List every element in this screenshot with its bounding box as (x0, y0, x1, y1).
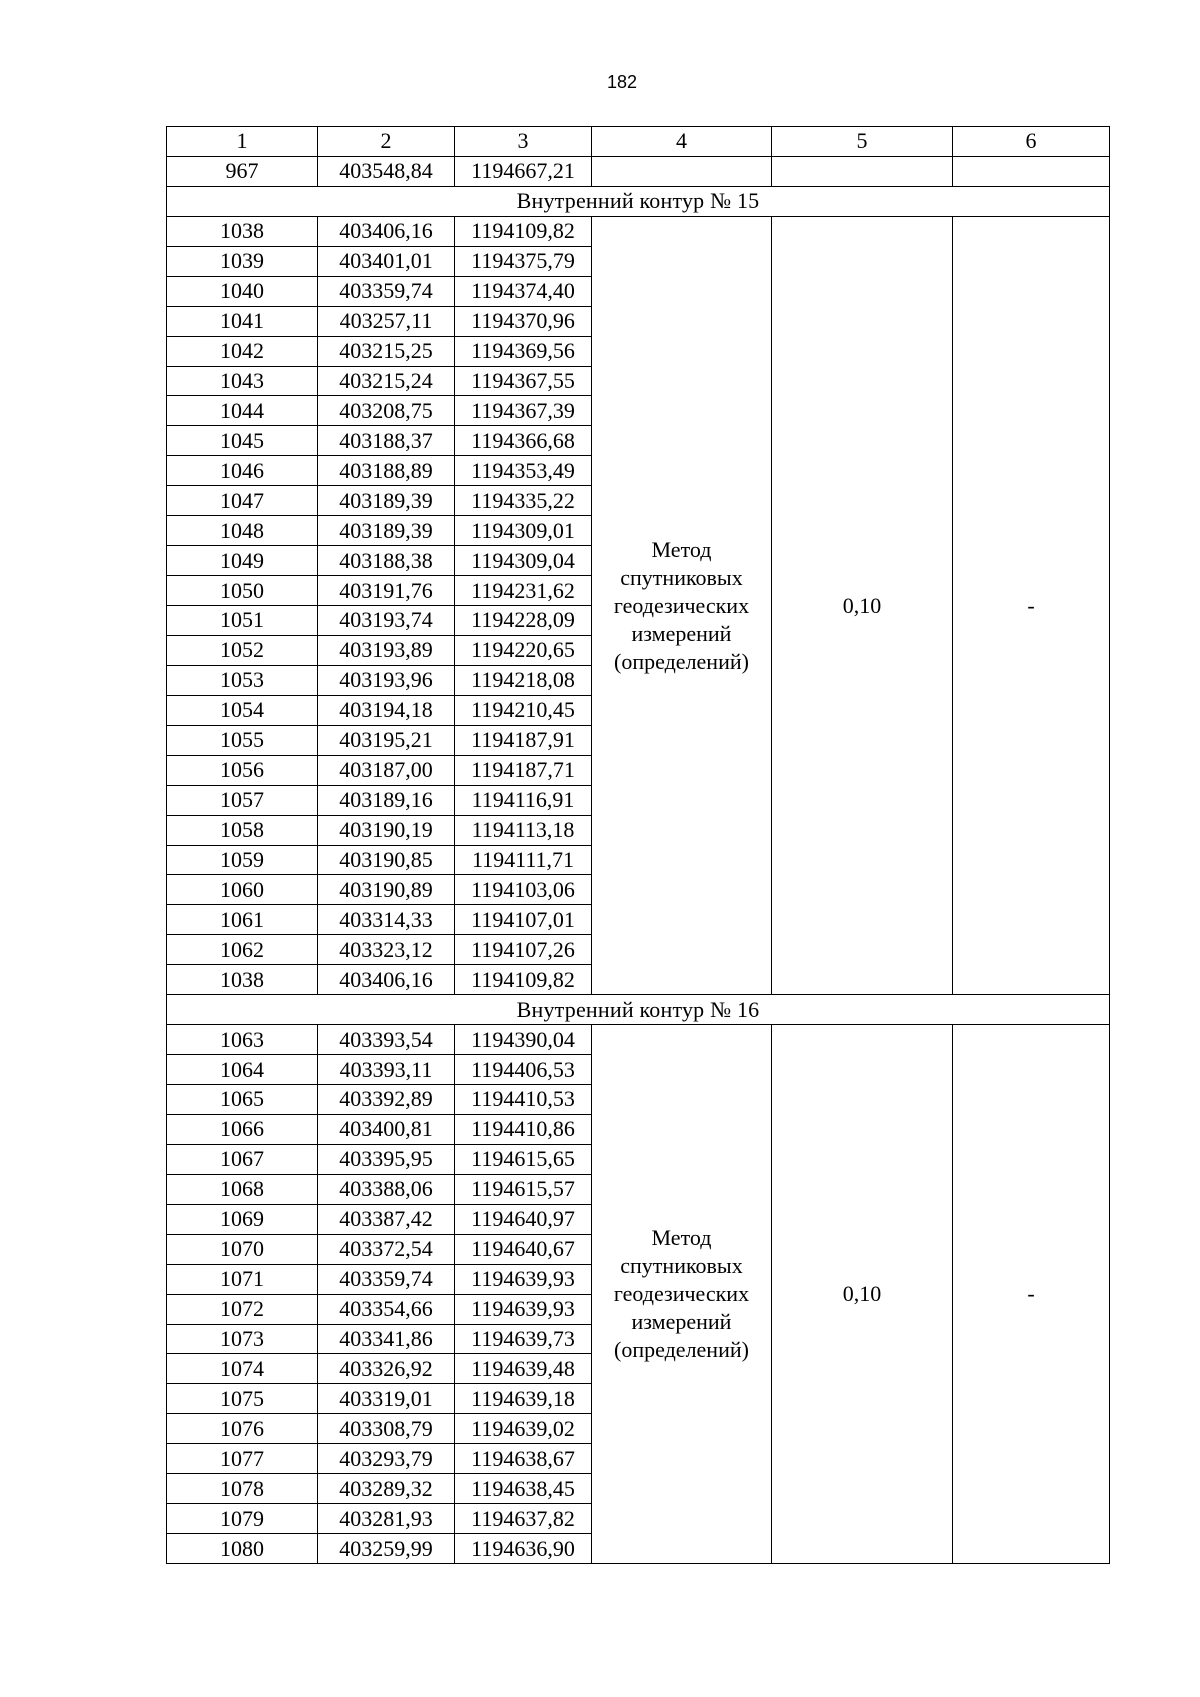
y-coordinate-cell: 1194107,01 (455, 905, 592, 935)
y-coordinate-cell: 1194374,40 (455, 276, 592, 306)
page-number: 182 (606, 72, 638, 92)
point-number-cell: 1073 (167, 1324, 318, 1354)
method-cell: Метод спутниковых геодезических измерений (определений) (592, 1025, 772, 1564)
x-coordinate-cell: 403372,54 (318, 1234, 455, 1264)
point-number-cell: 1051 (167, 606, 318, 636)
x-coordinate-cell: 403393,11 (318, 1055, 455, 1085)
column-header: 2 (318, 127, 455, 157)
column-header: 5 (772, 127, 953, 157)
point-number-cell: 1040 (167, 276, 318, 306)
x-coordinate-cell: 403308,79 (318, 1414, 455, 1444)
accuracy-cell: 0,10 (772, 216, 953, 994)
y-coordinate-cell: 1194370,96 (455, 306, 592, 336)
y-coordinate-cell: 1194109,82 (455, 216, 592, 246)
x-coordinate-cell: 403392,89 (318, 1085, 455, 1115)
accuracy-cell (772, 156, 953, 186)
y-coordinate-cell: 1194111,71 (455, 845, 592, 875)
y-coordinate-cell: 1194639,02 (455, 1414, 592, 1444)
y-coordinate-cell: 1194639,93 (455, 1264, 592, 1294)
x-coordinate-cell: 403354,66 (318, 1294, 455, 1324)
x-coordinate-cell: 403289,32 (318, 1474, 455, 1504)
x-coordinate-cell: 403387,42 (318, 1204, 455, 1234)
contour-title-row (167, 186, 1110, 216)
point-number-cell: 1047 (167, 486, 318, 516)
point-number-cell: 1069 (167, 1204, 318, 1234)
x-coordinate-cell: 403208,75 (318, 396, 455, 426)
y-coordinate-cell: 1194410,86 (455, 1114, 592, 1144)
point-number-cell: 1063 (167, 1025, 318, 1055)
point-number-cell: 1056 (167, 755, 318, 785)
y-coordinate-cell: 1194640,97 (455, 1204, 592, 1234)
point-number-cell: 1064 (167, 1055, 318, 1085)
point-number-cell: 1050 (167, 576, 318, 606)
x-coordinate-cell: 403191,76 (318, 576, 455, 606)
point-number-cell: 1045 (167, 426, 318, 456)
x-coordinate-cell: 403190,19 (318, 815, 455, 845)
x-coordinate-cell: 403189,39 (318, 516, 455, 546)
x-coordinate-cell: 403388,06 (318, 1174, 455, 1204)
point-number-cell: 1065 (167, 1085, 318, 1115)
x-coordinate-cell: 403401,01 (318, 246, 455, 276)
y-coordinate-cell: 1194637,82 (455, 1504, 592, 1534)
y-coordinate-cell: 1194187,91 (455, 725, 592, 755)
y-coordinate-cell: 1194667,21 (455, 156, 592, 186)
y-coordinate-cell: 1194220,65 (455, 635, 592, 665)
point-number-cell: 1057 (167, 785, 318, 815)
point-number-cell: 1058 (167, 815, 318, 845)
point-number-cell: 1039 (167, 246, 318, 276)
table-row (167, 216, 1110, 246)
note-cell (953, 156, 1110, 186)
point-number-cell: 1059 (167, 845, 318, 875)
x-coordinate-cell: 403319,01 (318, 1384, 455, 1414)
table-row (167, 1025, 1110, 1055)
y-coordinate-cell: 1194615,57 (455, 1174, 592, 1204)
x-coordinate-cell: 403257,11 (318, 306, 455, 336)
note-cell: - (953, 1025, 1110, 1564)
x-coordinate-cell: 403189,39 (318, 486, 455, 516)
y-coordinate-cell: 1194406,53 (455, 1055, 592, 1085)
point-number-cell: 1053 (167, 665, 318, 695)
x-coordinate-cell: 403195,21 (318, 725, 455, 755)
y-coordinate-cell: 1194109,82 (455, 965, 592, 995)
point-number-cell: 1052 (167, 635, 318, 665)
y-coordinate-cell: 1194639,48 (455, 1354, 592, 1384)
y-coordinate-cell: 1194639,73 (455, 1324, 592, 1354)
point-number-cell: 1071 (167, 1264, 318, 1294)
x-coordinate-cell: 403188,38 (318, 546, 455, 576)
y-coordinate-cell: 1194367,55 (455, 366, 592, 396)
accuracy-cell: 0,10 (772, 1025, 953, 1564)
point-number-cell: 1075 (167, 1384, 318, 1414)
y-coordinate-cell: 1194113,18 (455, 815, 592, 845)
y-coordinate-cell: 1194640,67 (455, 1234, 592, 1264)
table-row (167, 156, 1110, 186)
x-coordinate-cell: 403190,89 (318, 875, 455, 905)
point-number-cell: 1076 (167, 1414, 318, 1444)
point-number-cell: 1068 (167, 1174, 318, 1204)
x-coordinate-cell: 403187,00 (318, 755, 455, 785)
y-coordinate-cell: 1194187,71 (455, 755, 592, 785)
y-coordinate-cell: 1194210,45 (455, 695, 592, 725)
point-number-cell: 1041 (167, 306, 318, 336)
point-number-cell: 1067 (167, 1144, 318, 1174)
point-number-cell: 1038 (167, 216, 318, 246)
y-coordinate-cell: 1194309,04 (455, 546, 592, 576)
x-coordinate-cell: 403406,16 (318, 965, 455, 995)
method-cell: Метод спутниковых геодезических измерений (определений) (592, 216, 772, 994)
point-number-cell: 1060 (167, 875, 318, 905)
y-coordinate-cell: 1194103,06 (455, 875, 592, 905)
point-number-cell: 1070 (167, 1234, 318, 1264)
column-header: 3 (455, 127, 592, 157)
x-coordinate-cell: 403193,74 (318, 606, 455, 636)
y-coordinate-cell: 1194375,79 (455, 246, 592, 276)
contour-title: Внутренний контур № 16 (167, 995, 1110, 1025)
y-coordinate-cell: 1194369,56 (455, 336, 592, 366)
coordinates-table-body (167, 127, 1110, 1564)
x-coordinate-cell: 403189,16 (318, 785, 455, 815)
column-header: 6 (953, 127, 1110, 157)
point-number-cell: 1049 (167, 546, 318, 576)
x-coordinate-cell: 403393,54 (318, 1025, 455, 1055)
x-coordinate-cell: 403188,89 (318, 456, 455, 486)
x-coordinate-cell: 403359,74 (318, 276, 455, 306)
column-header: 1 (167, 127, 318, 157)
y-coordinate-cell: 1194335,22 (455, 486, 592, 516)
note-cell: - (953, 216, 1110, 994)
x-coordinate-cell: 403281,93 (318, 1504, 455, 1534)
y-coordinate-cell: 1194309,01 (455, 516, 592, 546)
y-coordinate-cell: 1194367,39 (455, 396, 592, 426)
x-coordinate-cell: 403314,33 (318, 905, 455, 935)
y-coordinate-cell: 1194231,62 (455, 576, 592, 606)
x-coordinate-cell: 403215,24 (318, 366, 455, 396)
y-coordinate-cell: 1194366,68 (455, 426, 592, 456)
x-coordinate-cell: 403193,89 (318, 635, 455, 665)
point-number-cell: 1055 (167, 725, 318, 755)
point-number-cell: 1054 (167, 695, 318, 725)
point-number-cell: 1042 (167, 336, 318, 366)
x-coordinate-cell: 403326,92 (318, 1354, 455, 1384)
x-coordinate-cell: 403400,81 (318, 1114, 455, 1144)
y-coordinate-cell: 1194410,53 (455, 1085, 592, 1115)
point-number-cell: 1074 (167, 1354, 318, 1384)
y-coordinate-cell: 1194353,49 (455, 456, 592, 486)
x-coordinate-cell: 403215,25 (318, 336, 455, 366)
point-number-cell: 1061 (167, 905, 318, 935)
y-coordinate-cell: 1194218,08 (455, 665, 592, 695)
point-number-cell: 1080 (167, 1534, 318, 1564)
x-coordinate-cell: 403548,84 (318, 156, 455, 186)
point-number-cell: 1048 (167, 516, 318, 546)
point-number-cell: 1077 (167, 1444, 318, 1474)
point-number-cell: 967 (167, 156, 318, 186)
point-number-cell: 1044 (167, 396, 318, 426)
point-number-cell: 1062 (167, 935, 318, 965)
coordinates-table (166, 126, 1110, 1564)
x-coordinate-cell: 403190,85 (318, 845, 455, 875)
y-coordinate-cell: 1194615,65 (455, 1144, 592, 1174)
point-number-cell: 1046 (167, 456, 318, 486)
y-coordinate-cell: 1194638,67 (455, 1444, 592, 1474)
y-coordinate-cell: 1194228,09 (455, 606, 592, 636)
x-coordinate-cell: 403293,79 (318, 1444, 455, 1474)
contour-title-row (167, 995, 1110, 1025)
point-number-cell: 1078 (167, 1474, 318, 1504)
x-coordinate-cell: 403359,74 (318, 1264, 455, 1294)
y-coordinate-cell: 1194107,26 (455, 935, 592, 965)
contour-title: Внутренний контур № 15 (167, 186, 1110, 216)
y-coordinate-cell: 1194639,93 (455, 1294, 592, 1324)
point-number-cell: 1043 (167, 366, 318, 396)
x-coordinate-cell: 403188,37 (318, 426, 455, 456)
column-header: 4 (592, 127, 772, 157)
y-coordinate-cell: 1194390,04 (455, 1025, 592, 1055)
x-coordinate-cell: 403194,18 (318, 695, 455, 725)
method-cell (592, 156, 772, 186)
y-coordinate-cell: 1194639,18 (455, 1384, 592, 1414)
x-coordinate-cell: 403395,95 (318, 1144, 455, 1174)
point-number-cell: 1038 (167, 965, 318, 995)
y-coordinate-cell: 1194638,45 (455, 1474, 592, 1504)
x-coordinate-cell: 403323,12 (318, 935, 455, 965)
x-coordinate-cell: 403193,96 (318, 665, 455, 695)
y-coordinate-cell: 1194636,90 (455, 1534, 592, 1564)
x-coordinate-cell: 403259,99 (318, 1534, 455, 1564)
y-coordinate-cell: 1194116,91 (455, 785, 592, 815)
point-number-cell: 1079 (167, 1504, 318, 1534)
point-number-cell: 1072 (167, 1294, 318, 1324)
x-coordinate-cell: 403406,16 (318, 216, 455, 246)
point-number-cell: 1066 (167, 1114, 318, 1144)
table-header-row (167, 127, 1110, 157)
x-coordinate-cell: 403341,86 (318, 1324, 455, 1354)
